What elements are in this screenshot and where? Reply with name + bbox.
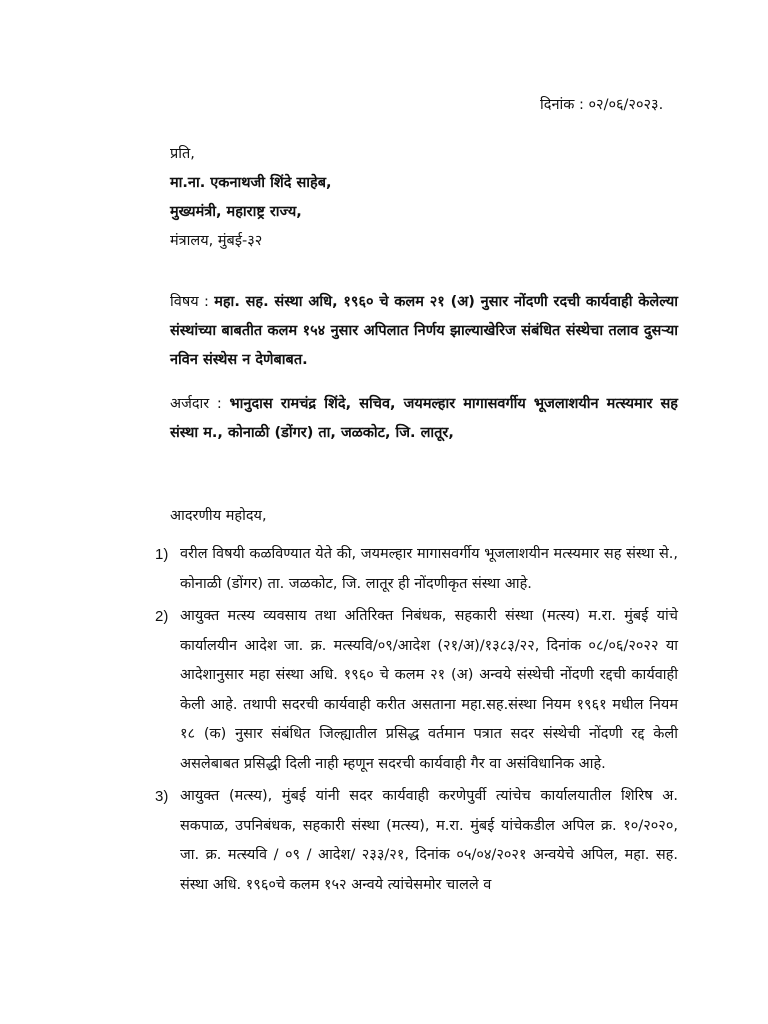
- point-text: आयुक्त मत्स्य व्यवसाय तथा अतिरिक्त निबंधक, सहकारी संस्था (मत्स्य) म.रा. मुंबई यांचे कार्यालयीन आदेश जा. क्र. मत्स्यवि/०९/आदेश (२१/अ)/१३८३/२२, दिनांक ०८/०६/२०२२ या आदेशानुसार महा संस्था अधि. १९६० चे कलम २१ (अ) अन्वये संस्थेची नोंदणी रद्दची कार्यवाही केली आहे. तथापी सदरची कार्यवाही करीत असताना महा.सह.संस्था नियम १९६१ मधील नियम १८ (क) नुसार संबंधित जिल्ह्यातील प्रसिद्ध वर्तमान पत्रात सदर संस्थेची नोंदणी रद्द केली असलेबाबत प्रसिद्धी दिली नाही म्हणून सदरची कार्यवाही गैर वा असंविधानिक आहे.: [180, 608, 678, 772]
- subject-text: महा. सह. संस्था अधि, १९६० चे कलम २१ (अ) नुसार नोंदणी रदची कार्यवाही केलेल्या संस्थांच्या बाबतीत कलम १५४ नुसार अपिलात निर्णय झाल्याखेरिज संबंधित संस्थेचा तलाव दुसऱ्या नविन संस्थेस न देणेबाबत.: [170, 294, 679, 368]
- recipient-name: मा.ना. एकनाथजी शिंदे साहेब,: [170, 175, 332, 191]
- points-list: [155, 540, 678, 903]
- recipient-designation: मुख्यमंत्री, महाराष्ट्र राज्य,: [170, 204, 302, 220]
- point-number: 2): [155, 608, 169, 625]
- point-number: 1): [155, 546, 169, 563]
- list-item: [155, 602, 678, 779]
- point-text: वरील विषयी कळविण्यात येते की, जयमल्हार मागासवर्गीय भूजलाशयीन मत्स्यमार सह संस्था से., कोनाळी (डोंगर) ता. जळकोट, जि. लातूर ही नोंदणीकृत संस्था आहे.: [180, 546, 678, 592]
- applicant-paragraph: [170, 390, 678, 448]
- document-date: दिनांक : ०२/०६/२०२३.: [540, 97, 664, 113]
- list-item: [155, 540, 678, 599]
- recipient-prati: प्रति,: [170, 146, 195, 162]
- recipient-address: मंत्रालय, मुंबई-३२: [170, 233, 263, 249]
- subject-paragraph: [170, 288, 678, 375]
- applicant-text: भानुदास रामचंद्र शिंदे, सचिव, जयमल्हार मागासवर्गीय भूजलाशयीन मत्स्यमार सह संस्था म., कोनाळी (डोंगर) ता, जळकोट, जि. लातूर,: [170, 396, 679, 441]
- list-item: [155, 782, 678, 900]
- salutation: आदरणीय महोदय,: [170, 508, 267, 524]
- recipient-block: [170, 140, 332, 256]
- point-text: आयुक्त (मत्स्य), मुंबई यांनी सदर कार्यवाही करणेपुर्वी त्यांचेच कार्यालयातील शिरिष अ. सकपाळ, उपनिबंधक, सहकारी संस्था (मत्स्य), म.रा. मुंबई यांचेकडील अपिल क्र. १०/२०२०, जा. क्र. मत्स्यवि / ०९ / आदेश/ २३३/२१, दिनांक ०५/०४/२०२१ अन्वयेचे अपिल, महा. सह. संस्था अधि. १९६०चे कलम १५२ अन्वये त्यांचेसमोर चालले व: [180, 788, 678, 893]
- subject-label: विषय :: [170, 294, 209, 310]
- applicant-label: अर्जदार :: [170, 396, 222, 412]
- point-number: 3): [155, 788, 169, 805]
